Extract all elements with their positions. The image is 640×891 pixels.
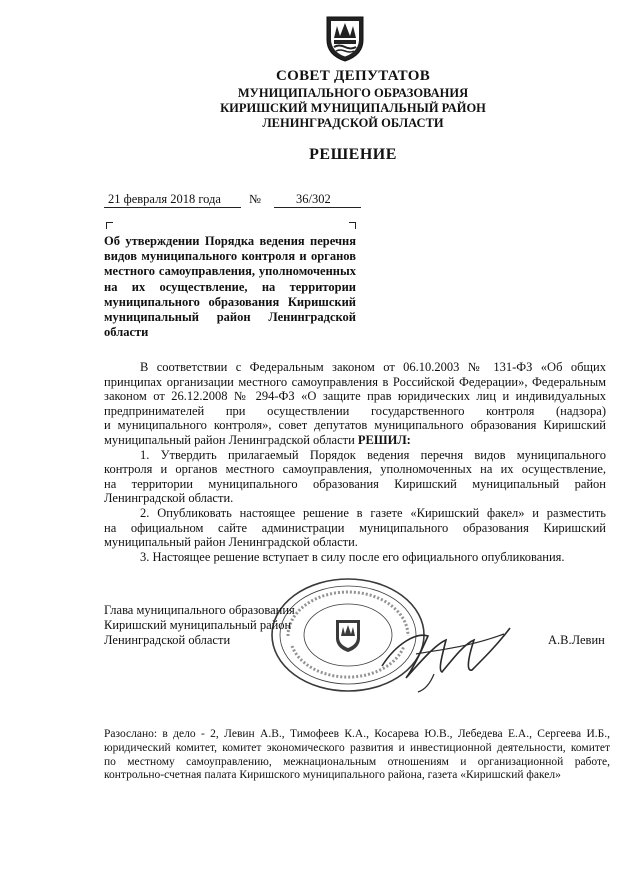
date-number-line bbox=[104, 192, 374, 210]
preamble-line: принципах организации местного самоуправления в Российской Федерации», Федеральным bbox=[104, 374, 606, 389]
subject-heading bbox=[104, 234, 356, 340]
resolved-keyword: РЕШИЛ: bbox=[357, 432, 411, 447]
signer-name: А.В.Левин bbox=[548, 633, 605, 647]
distribution-line: юридический комитет, комитет экономического развития и инвестиционной деятельности, комитет bbox=[104, 741, 610, 754]
item-1-line: на территории муниципального образования Киришский муниципальный район bbox=[104, 476, 606, 491]
preamble-line: предпринимателей при осуществлении государственного контроля (надзора) bbox=[104, 403, 606, 418]
subject-line: муниципальный район Ленинградской bbox=[104, 309, 356, 324]
preamble-last-text: муниципальный район Ленинградской области bbox=[104, 432, 358, 447]
decision-body bbox=[104, 360, 606, 564]
municipality-line-1: МУНИЦИПАЛЬНОГО ОБРАЗОВАНИЯ bbox=[237, 86, 469, 100]
item-2-line: 2. Опубликовать настоящее решение в газете «Киришский факел» и разместить bbox=[140, 505, 606, 520]
distribution-line: по местному самоуправлению, межнациональным отношениям и организационной работе, bbox=[104, 755, 610, 768]
decision-number: 36/302 bbox=[296, 192, 331, 206]
preamble-last-line bbox=[104, 433, 606, 448]
subject-corner-left bbox=[106, 222, 113, 229]
number-sign: № bbox=[249, 192, 261, 206]
council-title: СОВЕТ ДЕПУТАТОВ bbox=[275, 68, 431, 84]
municipality-line-2: КИРИШСКИЙ МУНИЦИПАЛЬНЫЙ РАЙОН bbox=[220, 101, 486, 115]
item-3-paragraph bbox=[104, 550, 606, 565]
subject-line: на их осуществление, на территории bbox=[104, 279, 356, 294]
item-1-line: контроля и органов местного самоуправления, уполномоченных на их осуществление, bbox=[104, 462, 606, 477]
document-type: РЕШЕНИЕ bbox=[309, 146, 397, 163]
item-1-paragraph bbox=[104, 448, 606, 506]
signer-title-line-3: Ленинградской области bbox=[104, 633, 231, 647]
item-2-paragraph bbox=[104, 506, 606, 550]
distribution-line: контрольно-счетная палата Киришского муниципального района, газета «Киришский факел» bbox=[104, 769, 561, 782]
distribution-list bbox=[104, 728, 610, 783]
preamble-line: В соответствии с Федеральным законом от 06.10.2003 № 131-ФЗ «Об общих bbox=[140, 360, 606, 374]
item-1-line: Ленинградской области. bbox=[104, 491, 234, 506]
signer-title-line-2: Киришский муниципальный район bbox=[104, 618, 292, 632]
handwritten-signature-icon bbox=[376, 614, 516, 694]
decision-date: 21 февраля 2018 года bbox=[108, 192, 221, 206]
distribution-line: Разослано: в дело - 2, Левин А.В., Тимофеев К.А., Косарева Ю.В., Лебедева Е.А., Сергеева И.Б., bbox=[104, 728, 610, 740]
subject-line: муниципального образования Киришский bbox=[104, 294, 356, 309]
signature-block bbox=[104, 603, 295, 648]
item-2-line: муниципальный район Ленинградской области. bbox=[104, 535, 358, 550]
preamble-paragraph bbox=[104, 360, 606, 448]
item-3-line: 3. Настоящее решение вступает в силу после его официального опубликования. bbox=[140, 549, 565, 564]
subject-line: местного самоуправления, уполномоченных bbox=[104, 264, 356, 279]
item-2-line: на официальном сайте администрации муниципального образования Киришский bbox=[104, 520, 606, 535]
preamble-line: законом от 26.12.2008 № 294-ФЗ «О защите прав юридических лиц и индивидуальных bbox=[104, 389, 606, 404]
subject-line: видов муниципального контроля и органов bbox=[104, 249, 356, 264]
signer-title-line-1: Глава муниципального образования bbox=[104, 603, 295, 617]
number-underline bbox=[274, 207, 361, 208]
coat-of-arms-icon bbox=[324, 14, 366, 62]
item-1-line: 1. Утвердить прилагаемый Порядок ведения перечня видов муниципального bbox=[140, 447, 606, 462]
subject-line: области bbox=[104, 325, 149, 340]
date-underline bbox=[104, 207, 241, 208]
subject-corner-right bbox=[349, 222, 356, 229]
preamble-line: и муниципального контроля», совет депутатов муниципального образования Киришский bbox=[104, 418, 606, 433]
municipality-line-3: ЛЕНИНГРАДСКОЙ ОБЛАСТИ bbox=[262, 116, 444, 130]
subject-line: Об утверждении Порядка ведения перечня bbox=[104, 234, 356, 248]
